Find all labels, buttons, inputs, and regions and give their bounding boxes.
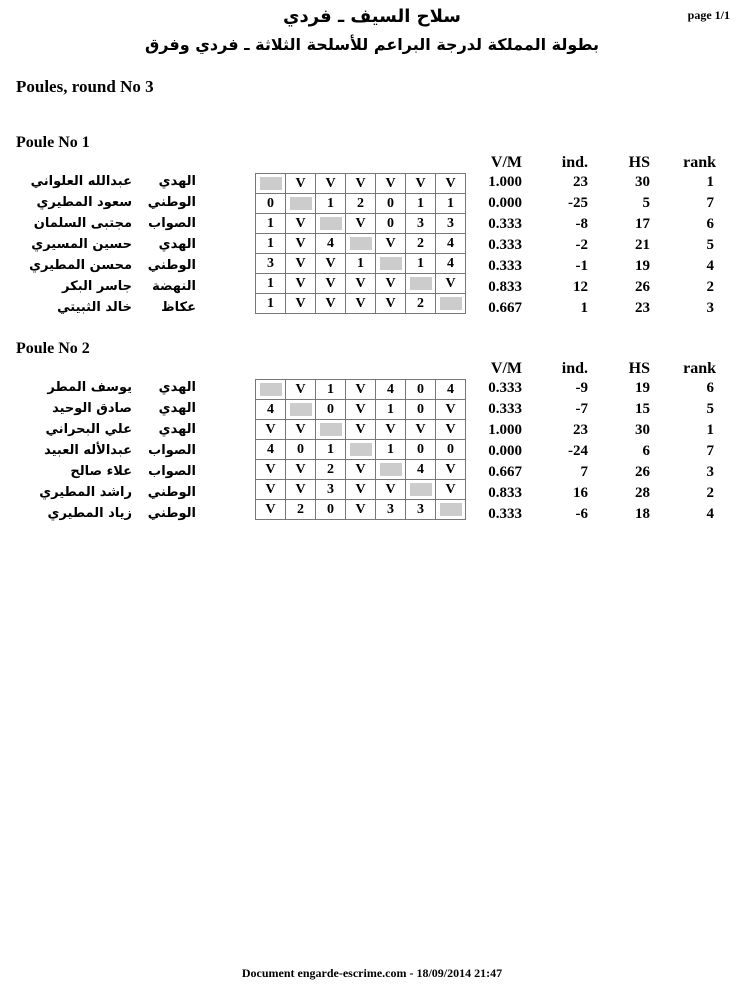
poule-grid: [255, 379, 466, 520]
fencer-ind: 12: [573, 279, 588, 295]
bout-cell: V: [286, 460, 316, 480]
col-header-vm: V/M: [490, 360, 522, 377]
fencer-club: الهدي: [158, 401, 196, 416]
bout-cell: 1: [376, 400, 406, 420]
bout-cell: 3: [316, 480, 346, 500]
bout-cell: 1: [316, 440, 346, 460]
bout-cell: V: [256, 420, 286, 440]
table-row: [256, 480, 466, 500]
bout-cell: V: [346, 214, 376, 234]
fencer-name: خالد الثبيتي: [57, 300, 132, 315]
fencer-club: الهدي: [158, 422, 196, 437]
bout-cell: 4: [256, 440, 286, 460]
bout-cell: 3: [406, 214, 436, 234]
diagonal-block: [320, 217, 342, 230]
fencer-hs: 5: [642, 195, 650, 211]
bout-cell: V: [346, 294, 376, 314]
diagonal-block: [410, 277, 432, 290]
fencer-hs: 17: [635, 216, 650, 232]
bout-cell: 2: [286, 500, 316, 520]
fencer-hs: 6: [642, 443, 650, 459]
bout-cell: V: [436, 400, 466, 420]
bout-cell-self: [256, 380, 286, 400]
bout-cell: 1: [256, 234, 286, 254]
bout-cell-self: [346, 440, 376, 460]
fencer-rank: 5: [706, 237, 714, 253]
fencer-hs: 23: [635, 300, 650, 316]
bout-cell: 2: [406, 234, 436, 254]
poule-title: Poule No 2: [16, 340, 90, 357]
bout-cell: 1: [256, 274, 286, 294]
table-row: [256, 380, 466, 400]
table-row: [256, 500, 466, 520]
bout-cell: V: [256, 500, 286, 520]
poule-grid: [255, 173, 466, 314]
bout-cell: V: [286, 234, 316, 254]
fencer-rank: 5: [706, 401, 714, 417]
bout-cell: V: [406, 174, 436, 194]
bout-cell-self: [316, 214, 346, 234]
bout-cell: V: [316, 254, 346, 274]
fencer-club: الوطني: [147, 258, 196, 273]
fencer-vm: 0.833: [488, 485, 522, 501]
diagonal-block: [290, 197, 312, 210]
fencer-club: الهدي: [158, 380, 196, 395]
fencer-vm: 0.000: [488, 443, 522, 459]
bout-cell: 1: [436, 194, 466, 214]
fencer-club: الهدي: [158, 174, 196, 189]
fencer-rank: 3: [706, 464, 714, 480]
bout-cell: V: [376, 174, 406, 194]
table-row: [256, 274, 466, 294]
bout-cell: 0: [436, 440, 466, 460]
table-row: [256, 174, 466, 194]
fencer-rank: 7: [706, 443, 714, 459]
fencer-rank: 3: [706, 300, 714, 316]
bout-cell: 0: [376, 194, 406, 214]
fencer-name: سعود المطيري: [36, 195, 132, 210]
bout-cell: V: [406, 420, 436, 440]
fencer-ind: -1: [575, 258, 588, 274]
fencer-club: النهضة: [152, 279, 196, 294]
col-header-hs: HS: [628, 360, 650, 377]
fencer-name: علي البحراني: [45, 422, 132, 437]
fencer-ind: -6: [575, 506, 588, 522]
bout-cell: 0: [286, 440, 316, 460]
fencer-ind: -7: [575, 401, 588, 417]
bout-cell-self: [376, 460, 406, 480]
bout-cell: V: [436, 480, 466, 500]
bout-cell: V: [376, 420, 406, 440]
fencer-vm: 0.667: [488, 464, 522, 480]
bout-cell: 4: [256, 400, 286, 420]
col-header-vm: V/M: [490, 154, 522, 171]
bout-cell: 4: [316, 234, 346, 254]
fencer-club: الصواب: [148, 443, 196, 458]
bout-cell: 0: [256, 194, 286, 214]
fencer-hs: 15: [635, 401, 650, 417]
fencer-name: حسين المسيري: [31, 237, 132, 252]
fencer-ind: 7: [580, 464, 588, 480]
document-subtitle: بطولة المملكة لدرجة البراعم للأسلحة الثلاثة ـ فردي وفرق: [144, 35, 599, 54]
bout-cell: V: [346, 460, 376, 480]
bout-cell-self: [286, 194, 316, 214]
fencer-ind: -2: [575, 237, 588, 253]
bout-cell: 3: [406, 500, 436, 520]
bout-cell: 1: [406, 194, 436, 214]
bout-cell-self: [286, 400, 316, 420]
fencer-ind: -25: [568, 195, 588, 211]
fencer-vm: 1.000: [488, 174, 522, 190]
bout-cell: V: [376, 294, 406, 314]
fencer-rank: 4: [706, 506, 714, 522]
fencer-name: محسن المطيري: [29, 258, 132, 273]
fencer-vm: 0.667: [488, 300, 522, 316]
bout-cell: 1: [256, 294, 286, 314]
table-row: [256, 194, 466, 214]
bout-cell: V: [286, 274, 316, 294]
bout-cell: 2: [346, 194, 376, 214]
bout-cell: 3: [376, 500, 406, 520]
bout-cell-self: [376, 254, 406, 274]
fencer-hs: 19: [635, 380, 650, 396]
fencer-vm: 0.333: [488, 258, 522, 274]
fencer-name: زياد المطيري: [47, 506, 132, 521]
fencer-ind: -8: [575, 216, 588, 232]
fencer-name: راشد المطيري: [39, 485, 132, 500]
fencer-hs: 18: [635, 506, 650, 522]
diagonal-block: [380, 463, 402, 476]
fencer-name: علاء صالح: [70, 464, 132, 479]
fencer-vm: 0.333: [488, 237, 522, 253]
diagonal-block: [350, 237, 372, 250]
poule-title: Poule No 1: [16, 134, 90, 151]
bout-cell: 1: [376, 440, 406, 460]
fencer-ind: 23: [573, 174, 588, 190]
fencer-hs: 19: [635, 258, 650, 274]
fencer-name: مجتبى السلمان: [33, 216, 132, 231]
bout-cell: V: [346, 174, 376, 194]
bout-cell: 2: [406, 294, 436, 314]
fencer-rank: 1: [706, 174, 714, 190]
fencer-rank: 2: [706, 485, 714, 501]
fencer-hs: 30: [635, 422, 650, 438]
table-row: [256, 234, 466, 254]
table-row: [256, 400, 466, 420]
bout-cell: V: [316, 294, 346, 314]
bout-cell-self: [256, 174, 286, 194]
bout-cell-self: [436, 500, 466, 520]
bout-cell: V: [316, 274, 346, 294]
diagonal-block: [260, 383, 282, 396]
fencer-hs: 21: [635, 237, 650, 253]
bout-cell: V: [286, 174, 316, 194]
fencer-name: جاسر البكر: [62, 279, 132, 294]
fencer-vm: 0.333: [488, 401, 522, 417]
bout-cell: 4: [436, 234, 466, 254]
bout-cell-self: [316, 420, 346, 440]
bout-cell: V: [346, 274, 376, 294]
bout-cell: V: [346, 420, 376, 440]
diagonal-block: [320, 423, 342, 436]
bout-cell: 4: [406, 460, 436, 480]
fencer-hs: 26: [635, 464, 650, 480]
fencer-ind: -9: [575, 380, 588, 396]
bout-cell-self: [406, 274, 436, 294]
bout-cell: V: [256, 480, 286, 500]
bout-cell: 0: [406, 380, 436, 400]
bout-cell-self: [436, 294, 466, 314]
bout-cell: 0: [376, 214, 406, 234]
fencer-name: عبدالله العلواني: [30, 174, 132, 189]
fencer-hs: 30: [635, 174, 650, 190]
fencer-name: صادق الوحيد: [52, 401, 132, 416]
fencer-club: الوطني: [147, 195, 196, 210]
col-header-rank: rank: [683, 154, 716, 171]
fencer-vm: 0.833: [488, 279, 522, 295]
bout-cell: V: [286, 480, 316, 500]
fencer-hs: 26: [635, 279, 650, 295]
fencer-hs: 28: [635, 485, 650, 501]
col-header-ind: ind.: [561, 360, 588, 377]
diagonal-block: [440, 297, 462, 310]
bout-cell: 0: [316, 500, 346, 520]
table-row: [256, 294, 466, 314]
bout-cell: V: [346, 500, 376, 520]
fencer-ind: 16: [573, 485, 588, 501]
bout-cell: V: [316, 174, 346, 194]
bout-cell: V: [286, 294, 316, 314]
fencer-rank: 2: [706, 279, 714, 295]
bout-cell: V: [286, 420, 316, 440]
col-header-ind: ind.: [561, 154, 588, 171]
table-row: [256, 214, 466, 234]
fencer-ind: 23: [573, 422, 588, 438]
fencer-vm: 0.000: [488, 195, 522, 211]
table-row: [256, 420, 466, 440]
bout-cell: V: [346, 480, 376, 500]
fencer-ind: -24: [568, 443, 588, 459]
fencer-club: الصواب: [148, 464, 196, 479]
fencer-club: الوطني: [147, 506, 196, 521]
fencer-rank: 6: [706, 380, 714, 396]
bout-cell: 3: [436, 214, 466, 234]
bout-cell: V: [436, 174, 466, 194]
bout-cell: 4: [436, 380, 466, 400]
footer: Document engarde-escrime.com - 18/09/2014 21:47: [241, 966, 503, 980]
bout-cell: V: [436, 274, 466, 294]
bout-cell: V: [286, 214, 316, 234]
bout-cell: 1: [406, 254, 436, 274]
col-header-rank: rank: [683, 360, 716, 377]
bout-cell: V: [346, 400, 376, 420]
fencer-club: عكاظ: [161, 300, 196, 315]
diagonal-block: [380, 257, 402, 270]
fencer-name: عبدالأله العبيد: [44, 443, 132, 458]
diagonal-block: [440, 503, 462, 516]
diagonal-block: [260, 177, 282, 190]
bout-cell-self: [346, 234, 376, 254]
bout-cell: 4: [376, 380, 406, 400]
fencer-vm: 0.333: [488, 380, 522, 396]
bout-cell-self: [406, 480, 436, 500]
fencer-vm: 0.333: [488, 216, 522, 232]
bout-cell: V: [376, 274, 406, 294]
bout-cell: V: [376, 234, 406, 254]
bout-cell: 0: [406, 400, 436, 420]
bout-cell: 0: [316, 400, 346, 420]
round-title: Poules, round No 3: [16, 77, 154, 96]
bout-cell: V: [286, 254, 316, 274]
bout-cell: 1: [256, 214, 286, 234]
bout-cell: 4: [436, 254, 466, 274]
bout-cell: V: [376, 480, 406, 500]
bout-cell: V: [256, 460, 286, 480]
fencer-vm: 1.000: [488, 422, 522, 438]
fencer-ind: 1: [580, 300, 588, 316]
col-header-hs: HS: [628, 154, 650, 171]
bout-cell: 0: [406, 440, 436, 460]
bout-cell: 1: [346, 254, 376, 274]
bout-cell: 1: [316, 380, 346, 400]
fencer-rank: 7: [706, 195, 714, 211]
bout-cell: V: [286, 380, 316, 400]
page-number: page 1/1: [687, 8, 730, 22]
bout-cell: 3: [256, 254, 286, 274]
bout-cell: V: [346, 380, 376, 400]
diagonal-block: [290, 403, 312, 416]
document-title: سلاح السيف ـ فردي: [282, 6, 462, 27]
fencer-rank: 1: [706, 422, 714, 438]
fencer-rank: 4: [706, 258, 714, 274]
bout-cell: V: [436, 460, 466, 480]
table-row: [256, 440, 466, 460]
bout-cell: V: [436, 420, 466, 440]
fencer-club: الوطني: [147, 485, 196, 500]
fencer-club: الصواب: [148, 216, 196, 231]
table-row: [256, 254, 466, 274]
diagonal-block: [350, 443, 372, 456]
fencer-rank: 6: [706, 216, 714, 232]
fencer-club: الهدي: [158, 237, 196, 252]
fencer-name: يوسف المطر: [47, 380, 132, 395]
bout-cell: 1: [316, 194, 346, 214]
diagonal-block: [410, 483, 432, 496]
fencer-vm: 0.333: [488, 506, 522, 522]
table-row: [256, 460, 466, 480]
bout-cell: 2: [316, 460, 346, 480]
